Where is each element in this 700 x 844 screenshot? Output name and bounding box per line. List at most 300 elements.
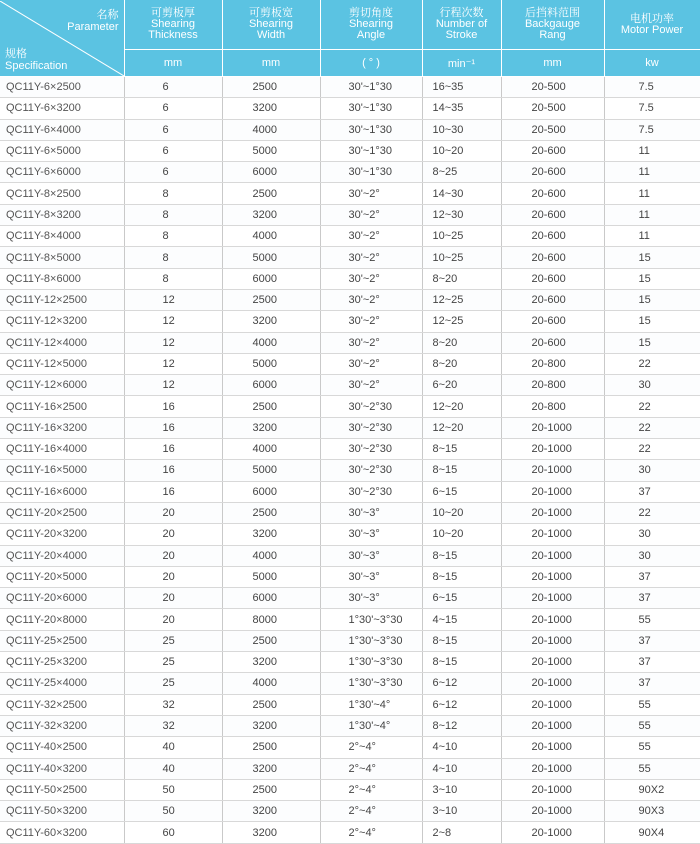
table-row <box>0 694 700 715</box>
cell-power: 37 <box>604 673 700 694</box>
cell-angle: 30'~2°30 <box>320 439 422 460</box>
cell-spec: QC11Y-60×3200 <box>0 822 124 843</box>
cell-spec: QC11Y-8×5000 <box>0 247 124 268</box>
cell-power: 11 <box>604 140 700 161</box>
cell-backgauge: 20-1000 <box>501 822 604 843</box>
cell-angle: 30'~2° <box>320 332 422 353</box>
table-row <box>0 98 700 119</box>
cell-stroke: 14~35 <box>422 98 501 119</box>
cell-spec: QC11Y-32×3200 <box>0 715 124 736</box>
cell-width: 4000 <box>222 673 320 694</box>
cell-backgauge: 20-600 <box>501 162 604 183</box>
cell-backgauge: 20-600 <box>501 226 604 247</box>
cell-stroke: 8~15 <box>422 545 501 566</box>
cell-thickness: 20 <box>124 502 222 523</box>
cell-spec: QC11Y-16×6000 <box>0 481 124 502</box>
cell-power: 15 <box>604 247 700 268</box>
cell-width: 2500 <box>222 396 320 417</box>
cell-stroke: 4~10 <box>422 737 501 758</box>
cell-angle: 1°30'~3°30 <box>320 630 422 651</box>
cell-stroke: 6~12 <box>422 694 501 715</box>
cell-power: 55 <box>604 758 700 779</box>
cell-thickness: 32 <box>124 715 222 736</box>
cell-angle: 30'~2°30 <box>320 460 422 481</box>
cell-width: 4000 <box>222 545 320 566</box>
cell-stroke: 8~15 <box>422 630 501 651</box>
cell-power: 15 <box>604 289 700 310</box>
cell-spec: QC11Y-20×5000 <box>0 566 124 587</box>
cell-angle: 30'~1°30 <box>320 162 422 183</box>
cell-stroke: 6~20 <box>422 375 501 396</box>
cell-thickness: 16 <box>124 439 222 460</box>
cell-backgauge: 20-600 <box>501 140 604 161</box>
cell-width: 5000 <box>222 247 320 268</box>
cell-thickness: 25 <box>124 673 222 694</box>
cell-stroke: 8~15 <box>422 566 501 587</box>
cell-thickness: 25 <box>124 630 222 651</box>
cell-width: 3200 <box>222 652 320 673</box>
cell-spec: QC11Y-12×2500 <box>0 289 124 310</box>
cell-stroke: 10~20 <box>422 502 501 523</box>
col-header-angle: 剪切角度 Shearing Angle <box>320 0 422 50</box>
cell-backgauge: 20-500 <box>501 119 604 140</box>
cell-power: 90X3 <box>604 801 700 822</box>
cell-spec: QC11Y-20×4000 <box>0 545 124 566</box>
cell-angle: 30'~3° <box>320 502 422 523</box>
cell-width: 6000 <box>222 481 320 502</box>
cell-angle: 30'~2° <box>320 247 422 268</box>
table-row <box>0 588 700 609</box>
table-row <box>0 609 700 630</box>
cell-spec: QC11Y-16×5000 <box>0 460 124 481</box>
cell-backgauge: 20-1000 <box>501 545 604 566</box>
cell-power: 22 <box>604 417 700 438</box>
cell-thickness: 20 <box>124 524 222 545</box>
cell-stroke: 10~20 <box>422 140 501 161</box>
cell-power: 55 <box>604 609 700 630</box>
col-header-stroke: 行程次数 Number of Stroke <box>422 0 501 50</box>
table-row <box>0 119 700 140</box>
table-row <box>0 737 700 758</box>
cell-power: 7.5 <box>604 98 700 119</box>
cell-width: 2500 <box>222 630 320 651</box>
cell-angle: 30'~3° <box>320 524 422 545</box>
cell-thickness: 8 <box>124 268 222 289</box>
cell-angle: 30'~3° <box>320 566 422 587</box>
table-row <box>0 481 700 502</box>
cell-backgauge: 20-1000 <box>501 609 604 630</box>
cell-spec: QC11Y-6×4000 <box>0 119 124 140</box>
cell-thickness: 6 <box>124 119 222 140</box>
table-row <box>0 353 700 374</box>
cell-backgauge: 20-600 <box>501 311 604 332</box>
table-row <box>0 801 700 822</box>
cell-width: 2500 <box>222 694 320 715</box>
cell-power: 22 <box>604 439 700 460</box>
cell-width: 6000 <box>222 588 320 609</box>
table-row <box>0 289 700 310</box>
cell-stroke: 12~20 <box>422 417 501 438</box>
corner-header <box>0 0 124 77</box>
cell-backgauge: 20-600 <box>501 332 604 353</box>
cell-power: 37 <box>604 630 700 651</box>
cell-thickness: 12 <box>124 289 222 310</box>
cell-thickness: 8 <box>124 247 222 268</box>
table-row <box>0 630 700 651</box>
cell-angle: 2°~4° <box>320 758 422 779</box>
cell-width: 3200 <box>222 822 320 843</box>
cell-stroke: 12~25 <box>422 289 501 310</box>
table-row <box>0 311 700 332</box>
cell-spec: QC11Y-32×2500 <box>0 694 124 715</box>
unit-backgauge: mm <box>501 50 604 77</box>
cell-thickness: 12 <box>124 311 222 332</box>
cell-thickness: 40 <box>124 758 222 779</box>
table-row <box>0 226 700 247</box>
cell-stroke: 8~25 <box>422 162 501 183</box>
table-row <box>0 247 700 268</box>
cell-thickness: 6 <box>124 140 222 161</box>
table-row <box>0 758 700 779</box>
cell-backgauge: 20-500 <box>501 77 604 98</box>
col-header-power: 电机功率 Motor Power <box>604 0 700 50</box>
cell-spec: QC11Y-16×4000 <box>0 439 124 460</box>
table-row <box>0 652 700 673</box>
cell-spec: QC11Y-12×4000 <box>0 332 124 353</box>
cell-power: 11 <box>604 183 700 204</box>
cell-spec: QC11Y-25×2500 <box>0 630 124 651</box>
cell-thickness: 20 <box>124 545 222 566</box>
cell-angle: 30'~1°30 <box>320 98 422 119</box>
cell-stroke: 8~20 <box>422 353 501 374</box>
cell-angle: 1°30'~3°30 <box>320 609 422 630</box>
cell-stroke: 6~12 <box>422 673 501 694</box>
cell-power: 55 <box>604 694 700 715</box>
cell-width: 6000 <box>222 162 320 183</box>
cell-thickness: 32 <box>124 694 222 715</box>
cell-angle: 30'~1°30 <box>320 77 422 98</box>
cell-backgauge: 20-1000 <box>501 439 604 460</box>
cell-power: 90X2 <box>604 779 700 800</box>
cell-thickness: 20 <box>124 609 222 630</box>
cell-backgauge: 20-1000 <box>501 481 604 502</box>
cell-width: 5000 <box>222 460 320 481</box>
cell-backgauge: 20-1000 <box>501 694 604 715</box>
cell-spec: QC11Y-6×5000 <box>0 140 124 161</box>
cell-stroke: 10~30 <box>422 119 501 140</box>
cell-backgauge: 20-1000 <box>501 630 604 651</box>
cell-backgauge: 20-1000 <box>501 673 604 694</box>
cell-spec: QC11Y-8×2500 <box>0 183 124 204</box>
cell-angle: 2°~4° <box>320 801 422 822</box>
cell-backgauge: 20-800 <box>501 375 604 396</box>
cell-backgauge: 20-1000 <box>501 779 604 800</box>
cell-thickness: 6 <box>124 98 222 119</box>
cell-spec: QC11Y-25×3200 <box>0 652 124 673</box>
cell-angle: 2°~4° <box>320 737 422 758</box>
cell-stroke: 8~20 <box>422 268 501 289</box>
cell-spec: QC11Y-25×4000 <box>0 673 124 694</box>
cell-stroke: 8~12 <box>422 715 501 736</box>
spec-label: 规格 Specification <box>5 47 68 72</box>
cell-power: 22 <box>604 502 700 523</box>
cell-spec: QC11Y-8×3200 <box>0 204 124 225</box>
cell-spec: QC11Y-8×6000 <box>0 268 124 289</box>
cell-width: 2500 <box>222 502 320 523</box>
table-row <box>0 460 700 481</box>
cell-spec: QC11Y-40×2500 <box>0 737 124 758</box>
cell-angle: 30'~1°30 <box>320 119 422 140</box>
cell-stroke: 8~15 <box>422 460 501 481</box>
cell-backgauge: 20-1000 <box>501 460 604 481</box>
cell-width: 8000 <box>222 609 320 630</box>
cell-thickness: 6 <box>124 162 222 183</box>
cell-stroke: 10~25 <box>422 247 501 268</box>
cell-width: 3200 <box>222 204 320 225</box>
cell-spec: QC11Y-6×3200 <box>0 98 124 119</box>
cell-backgauge: 20-1000 <box>501 566 604 587</box>
cell-thickness: 8 <box>124 204 222 225</box>
cell-spec: QC11Y-20×8000 <box>0 609 124 630</box>
cell-stroke: 12~25 <box>422 311 501 332</box>
cell-width: 2500 <box>222 289 320 310</box>
cell-spec: QC11Y-12×5000 <box>0 353 124 374</box>
cell-backgauge: 20-600 <box>501 183 604 204</box>
table-row <box>0 77 700 98</box>
cell-thickness: 16 <box>124 396 222 417</box>
cell-stroke: 6~15 <box>422 481 501 502</box>
cell-width: 6000 <box>222 268 320 289</box>
unit-stroke: min⁻¹ <box>422 50 501 77</box>
cell-angle: 30'~2° <box>320 375 422 396</box>
cell-backgauge: 20-600 <box>501 204 604 225</box>
cell-thickness: 40 <box>124 737 222 758</box>
cell-power: 22 <box>604 353 700 374</box>
cell-thickness: 12 <box>124 332 222 353</box>
cell-angle: 30'~2° <box>320 183 422 204</box>
cell-backgauge: 20-600 <box>501 289 604 310</box>
table-body <box>0 77 700 844</box>
cell-power: 55 <box>604 715 700 736</box>
cell-thickness: 16 <box>124 417 222 438</box>
cell-thickness: 6 <box>124 77 222 98</box>
cell-backgauge: 20-1000 <box>501 801 604 822</box>
cell-power: 37 <box>604 588 700 609</box>
cell-stroke: 8~20 <box>422 332 501 353</box>
table-row <box>0 332 700 353</box>
unit-power: kw <box>604 50 700 77</box>
table-row <box>0 439 700 460</box>
cell-power: 15 <box>604 311 700 332</box>
cell-power: 30 <box>604 460 700 481</box>
table-row <box>0 396 700 417</box>
cell-thickness: 20 <box>124 566 222 587</box>
cell-width: 5000 <box>222 140 320 161</box>
cell-stroke: 14~30 <box>422 183 501 204</box>
cell-angle: 30'~3° <box>320 545 422 566</box>
table-row <box>0 822 700 843</box>
cell-width: 3200 <box>222 98 320 119</box>
cell-angle: 30'~2° <box>320 226 422 247</box>
cell-power: 30 <box>604 545 700 566</box>
col-header-thickness: 可剪板厚 Shearing Thickness <box>124 0 222 50</box>
table-row <box>0 417 700 438</box>
cell-power: 15 <box>604 268 700 289</box>
cell-power: 22 <box>604 396 700 417</box>
cell-backgauge: 20-800 <box>501 353 604 374</box>
cell-angle: 30'~2°30 <box>320 396 422 417</box>
cell-thickness: 16 <box>124 481 222 502</box>
cell-width: 2500 <box>222 183 320 204</box>
table-row <box>0 162 700 183</box>
cell-width: 3200 <box>222 715 320 736</box>
table-row <box>0 140 700 161</box>
cell-stroke: 4~15 <box>422 609 501 630</box>
cell-angle: 1°30'~3°30 <box>320 673 422 694</box>
table-row <box>0 779 700 800</box>
cell-angle: 30'~2° <box>320 311 422 332</box>
cell-width: 5000 <box>222 353 320 374</box>
cell-spec: QC11Y-16×2500 <box>0 396 124 417</box>
cell-width: 4000 <box>222 439 320 460</box>
cell-spec: QC11Y-40×3200 <box>0 758 124 779</box>
cell-power: 37 <box>604 566 700 587</box>
cell-width: 5000 <box>222 566 320 587</box>
table-row <box>0 268 700 289</box>
cell-power: 7.5 <box>604 77 700 98</box>
cell-width: 2500 <box>222 77 320 98</box>
cell-stroke: 10~20 <box>422 524 501 545</box>
cell-width: 4000 <box>222 226 320 247</box>
cell-stroke: 4~10 <box>422 758 501 779</box>
cell-backgauge: 20-600 <box>501 247 604 268</box>
cell-backgauge: 20-1000 <box>501 758 604 779</box>
table-row <box>0 204 700 225</box>
cell-angle: 30'~3° <box>320 588 422 609</box>
cell-thickness: 20 <box>124 588 222 609</box>
cell-backgauge: 20-600 <box>501 268 604 289</box>
col-header-width: 可剪板宽 Shearing Width <box>222 0 320 50</box>
cell-stroke: 10~25 <box>422 226 501 247</box>
cell-angle: 1°30'~4° <box>320 715 422 736</box>
cell-width: 4000 <box>222 119 320 140</box>
cell-power: 11 <box>604 204 700 225</box>
cell-backgauge: 20-800 <box>501 396 604 417</box>
cell-spec: QC11Y-16×3200 <box>0 417 124 438</box>
cell-backgauge: 20-1000 <box>501 737 604 758</box>
cell-spec: QC11Y-20×2500 <box>0 502 124 523</box>
cell-width: 3200 <box>222 801 320 822</box>
cell-backgauge: 20-500 <box>501 98 604 119</box>
cell-stroke: 2~8 <box>422 822 501 843</box>
cell-stroke: 12~30 <box>422 204 501 225</box>
cell-power: 55 <box>604 737 700 758</box>
cell-width: 3200 <box>222 417 320 438</box>
table-row <box>0 566 700 587</box>
cell-thickness: 8 <box>124 226 222 247</box>
cell-spec: QC11Y-8×4000 <box>0 226 124 247</box>
unit-thickness: mm <box>124 50 222 77</box>
cell-stroke: 12~20 <box>422 396 501 417</box>
cell-width: 4000 <box>222 332 320 353</box>
cell-thickness: 12 <box>124 353 222 374</box>
cell-thickness: 50 <box>124 779 222 800</box>
cell-thickness: 12 <box>124 375 222 396</box>
cell-power: 15 <box>604 332 700 353</box>
cell-angle: 30'~1°30 <box>320 140 422 161</box>
cell-backgauge: 20-1000 <box>501 715 604 736</box>
cell-spec: QC11Y-20×3200 <box>0 524 124 545</box>
cell-angle: 30'~2°30 <box>320 481 422 502</box>
param-label: 名称 Parameter <box>67 8 119 33</box>
cell-backgauge: 20-1000 <box>501 524 604 545</box>
cell-spec: QC11Y-50×2500 <box>0 779 124 800</box>
cell-backgauge: 20-1000 <box>501 502 604 523</box>
cell-stroke: 8~15 <box>422 439 501 460</box>
cell-stroke: 3~10 <box>422 779 501 800</box>
cell-spec: QC11Y-12×6000 <box>0 375 124 396</box>
cell-angle: 2°~4° <box>320 822 422 843</box>
cell-stroke: 16~35 <box>422 77 501 98</box>
table-row <box>0 183 700 204</box>
cell-power: 30 <box>604 524 700 545</box>
cell-power: 7.5 <box>604 119 700 140</box>
cell-thickness: 25 <box>124 652 222 673</box>
cell-width: 6000 <box>222 375 320 396</box>
cell-power: 37 <box>604 652 700 673</box>
table-row <box>0 545 700 566</box>
cell-angle: 2°~4° <box>320 779 422 800</box>
col-header-backgauge: 后挡料范围 Backgauge Rang <box>501 0 604 50</box>
cell-angle: 30'~2° <box>320 353 422 374</box>
cell-width: 2500 <box>222 779 320 800</box>
unit-angle: ( ° ) <box>320 50 422 77</box>
cell-thickness: 16 <box>124 460 222 481</box>
cell-width: 3200 <box>222 524 320 545</box>
table-row <box>0 524 700 545</box>
cell-spec: QC11Y-6×2500 <box>0 77 124 98</box>
cell-width: 3200 <box>222 311 320 332</box>
table-row <box>0 673 700 694</box>
cell-angle: 1°30'~3°30 <box>320 652 422 673</box>
unit-width: mm <box>222 50 320 77</box>
cell-spec: QC11Y-20×6000 <box>0 588 124 609</box>
cell-stroke: 6~15 <box>422 588 501 609</box>
cell-width: 3200 <box>222 758 320 779</box>
cell-thickness: 50 <box>124 801 222 822</box>
cell-power: 11 <box>604 226 700 247</box>
cell-spec: QC11Y-12×3200 <box>0 311 124 332</box>
cell-stroke: 8~15 <box>422 652 501 673</box>
cell-stroke: 3~10 <box>422 801 501 822</box>
cell-backgauge: 20-1000 <box>501 652 604 673</box>
cell-power: 30 <box>604 375 700 396</box>
cell-width: 2500 <box>222 737 320 758</box>
cell-backgauge: 20-1000 <box>501 417 604 438</box>
cell-spec: QC11Y-50×3200 <box>0 801 124 822</box>
cell-backgauge: 20-1000 <box>501 588 604 609</box>
table-row <box>0 715 700 736</box>
cell-angle: 30'~2° <box>320 268 422 289</box>
cell-power: 90X4 <box>604 822 700 843</box>
table-row <box>0 375 700 396</box>
table-row <box>0 502 700 523</box>
cell-thickness: 8 <box>124 183 222 204</box>
cell-angle: 30'~2°30 <box>320 417 422 438</box>
cell-power: 11 <box>604 162 700 183</box>
cell-spec: QC11Y-6×6000 <box>0 162 124 183</box>
cell-angle: 1°30'~4° <box>320 694 422 715</box>
